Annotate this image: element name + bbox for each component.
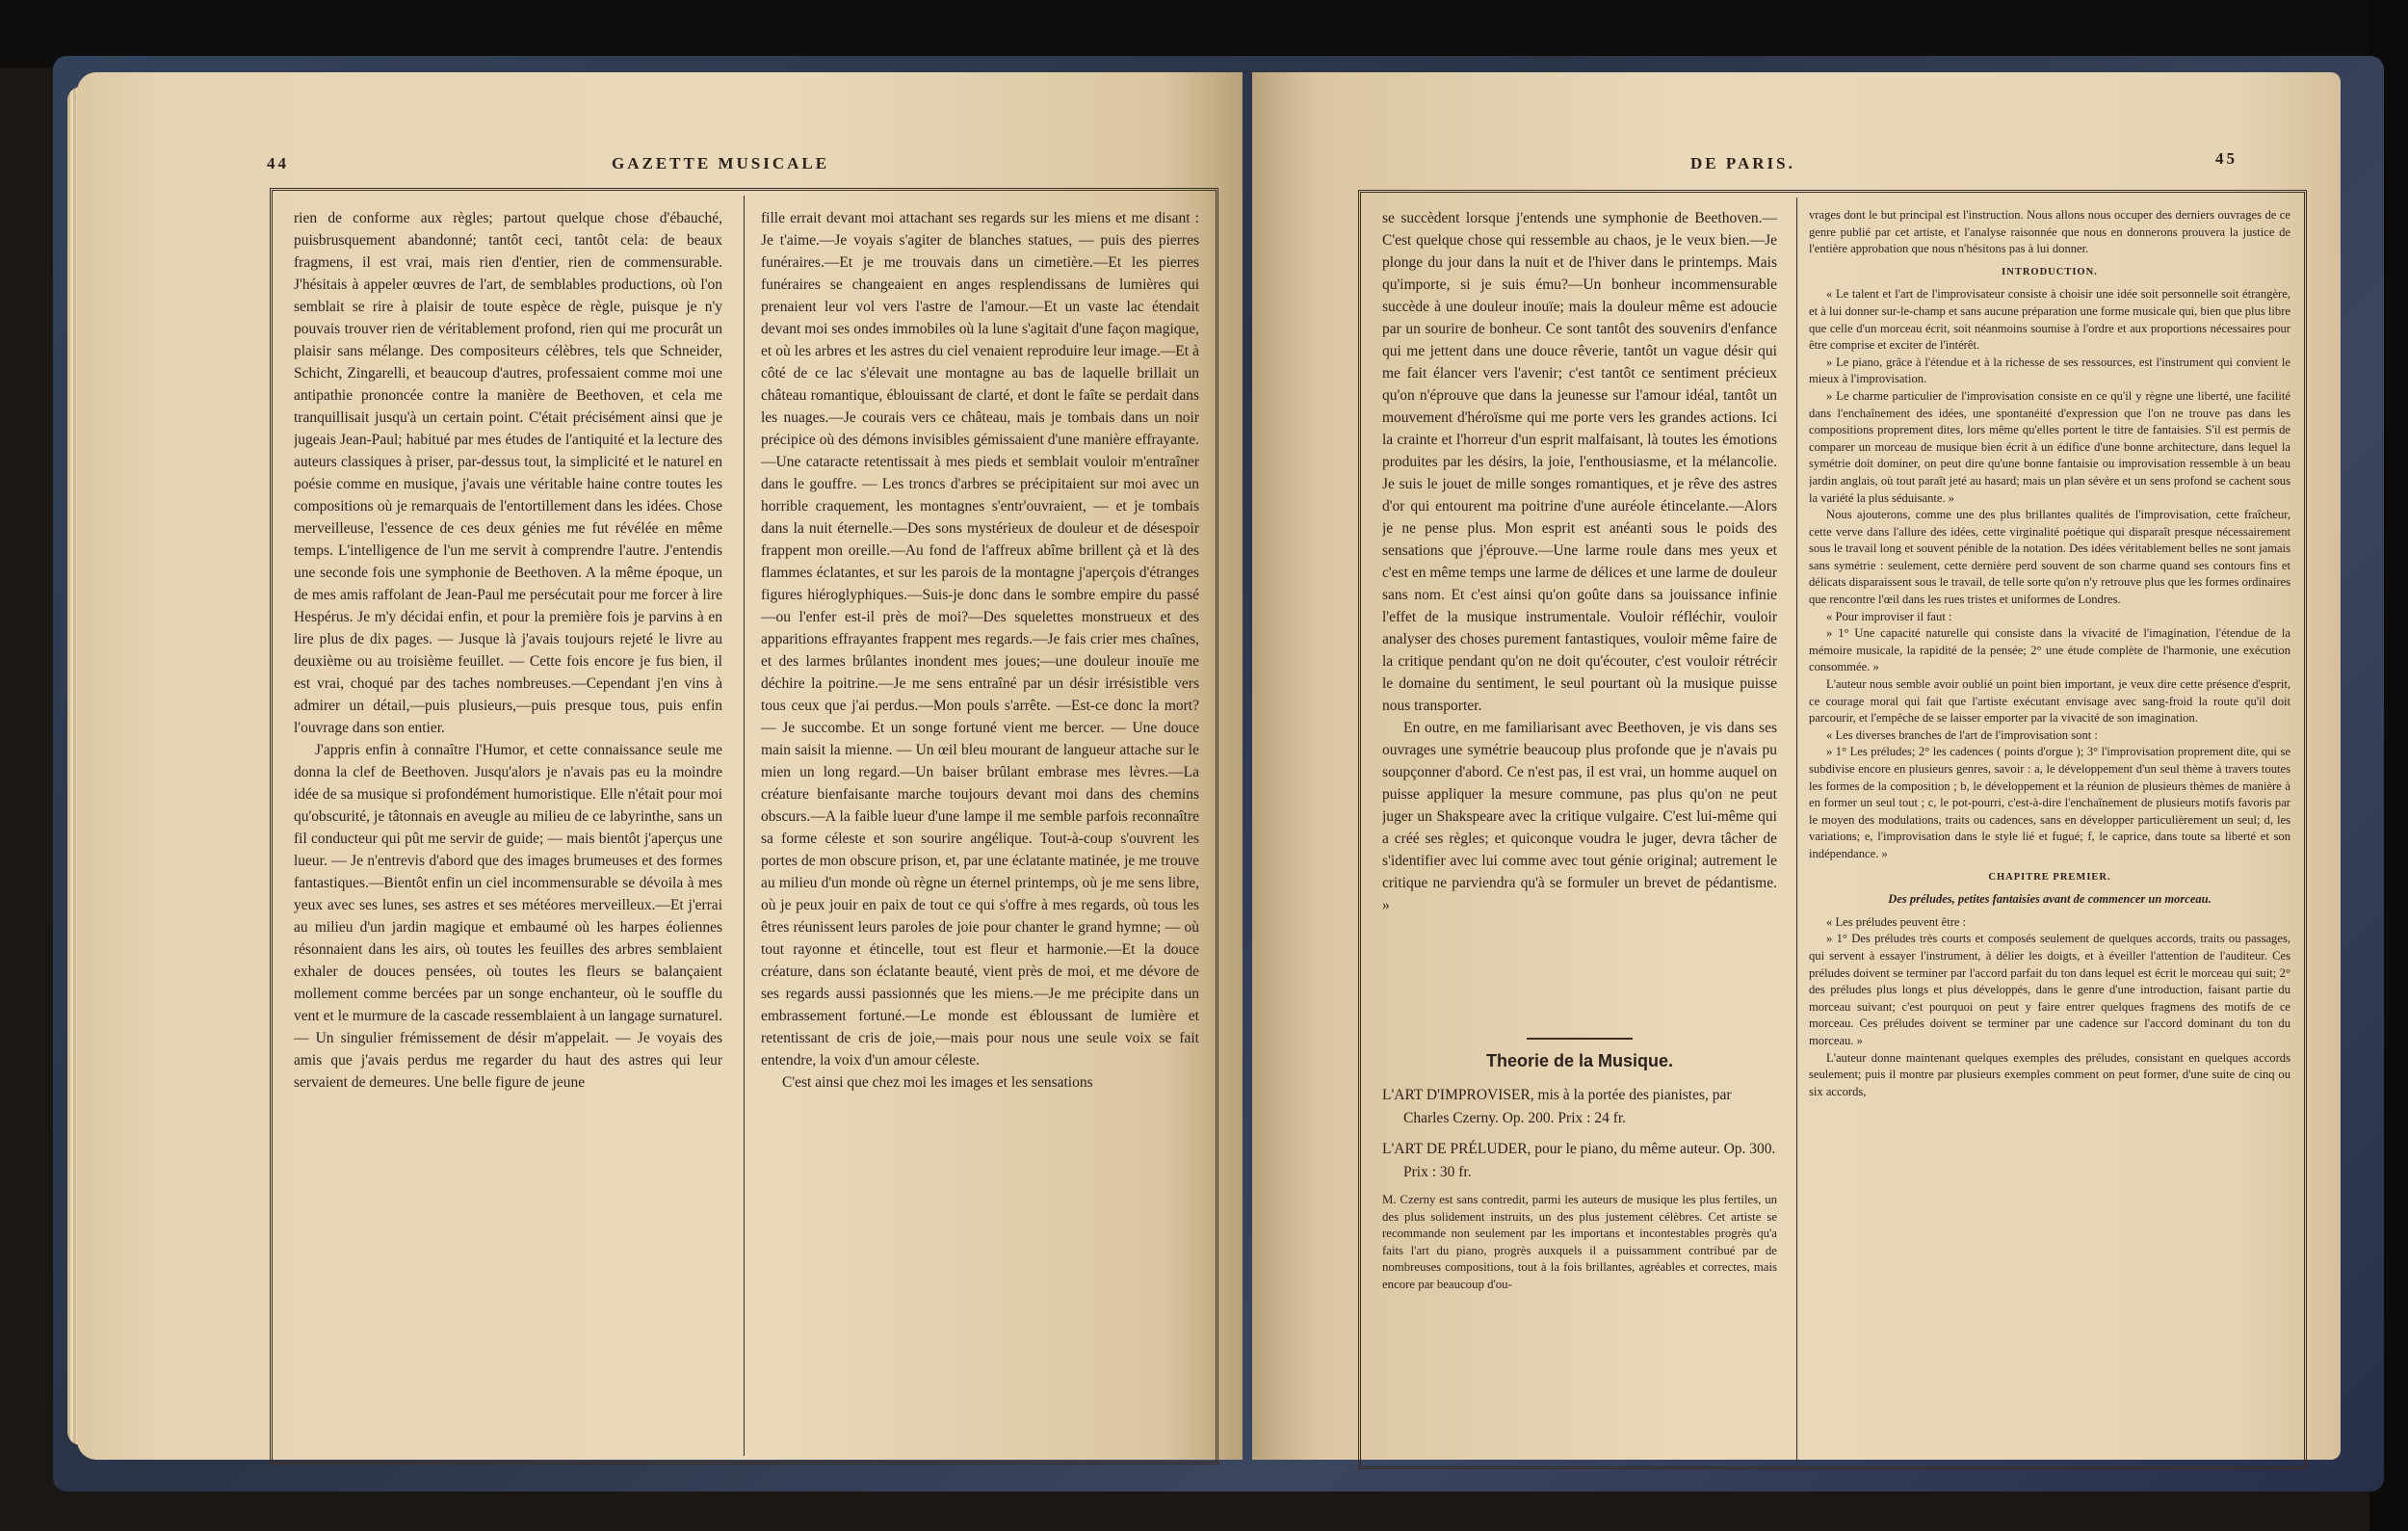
book-entry: L'ART DE PRÉLUDER, pour le piano, du même auteur. Op. 300. Prix : 30 fr. [1382,1141,1776,1180]
review-intro: M. Czerny est sans contredit, parmi les auteurs de musique les plus fertiles, un des plus solidement instruits, un des plus justement célèbres. Cet artiste se recommande non seulement par les importans et incontestables progrès qu'a faits l'art du piano, progrès auxquels il a puissamment contribué par de nombreuses compositions, tout à la fois brillantes, agréables et correctes, mais encore par beaucoup d'ou- [1382,1193,1777,1291]
paragraph: » 1° Les préludes; 2° les cadences ( points d'orgue ); 3° l'improvisation proprement dite, qui se subdivise encore en plusieurs genres, savoir : a, le développement d'un seul thème à travers toutes les formes de la composition ; b, le développement et la réunion de plusieurs thèmes de manière à en former un seul tout ; c, le pot-pourri, c'est-à-dire l'enchaînement de plusieurs motifs favoris par le moyen des modulations, traits ou cadences, sans en développer particulièrement un seul; d, les variations; e, l'improvisation dans le style lié et fugué; f, le caprice, dans toute sa liberté et son indépendance. » [1809,745,2290,860]
paragraph: rien de conforme aux règles; partout quelque chose d'ébauché, puisbrusquement abandonné; tantôt ceci, tantôt cela: de beaux fragmens, il est vrai, mais rien d'entier, rien de commensurable. J'hésitais à appeler œuvres de l'art, de semblables productions, où l'on semblait se rire à plaisir de toute espèce de règle, puisque je n'y pouvais trouver rien de véritablement profond, rien qui me procurât un plaisir sans mélange. Des compositeurs célèbres, tels que Schneider, Schicht, Zingarelli, et beaucoup d'autres, professaient comme moi une antipathie prononcée contre la manière de Beethoven, et cela me tranquillisait jusqu'à un certain point. C'était précisément ainsi que je jugeais Jean-Paul; habitué par mes études de l'antiquité et la lecture des auteurs classiques à priser, par-dessus tout, la simplicité et le naturel en poésie comme en musique, j'avais une véritable haine contre toutes les compositions où je remarquais de l'entortillement dans les idées. Chose merveilleuse, l'essence de ces deux génies me fut révélée en même temps. L'intelligence de l'un me servit à comprendre l'autre. J'entendis une seconde fois une symphonie de Beethoven. A la même époque, un de mes amis raffolant de Jean-Paul me persécutait pour me forcer à lire Hespérus. Je m'y décidai enfin, et pour la première fois je parvins à en lire plus de dix pages. — Jusque là j'avais toujours rejeté le livre au deuxième ou au troisième feuillet. — Cette fois encore je fus bien, il est vrai, choqué par des taches nombreuses.—Cependant j'en vins à admirer un détail,—puis plusieurs,—puis presque tous, puis enfin l'ouvrage dans son entier. [294,210,722,736]
running-header-left: GAZETTE MUSICALE [612,154,830,172]
column-rule-right [1796,198,1797,1462]
paragraph: » 1° Une capacité naturelle qui consiste dans la vivacité de l'imagination, l'étendue de la mémoire musicale, la rapidité de la pensée; 2° une étude complète de l'harmonie, une exécution consommée. » [1809,626,2290,674]
paragraph: fille errait devant moi attachant ses regards sur les miens et me disant : Je t'aime.—Je voyais s'agiter de blanches statues, — puis des pierres funéraires.—Et je me trouvais dans un cimetière.—Et les pierres funéraires se changeaient en anges resplendissans de lumières qui prenaient leur vol vers l'astre de l'amour.—Et un vaste lac étendait devant moi ses ondes immobiles où la lune s'agitait d'une façon magique, et où les arbres et les astres du ciel venaient reproduire leur image.—Et à côté de ce lac s'élevait une montagne au bas de laquelle brillait un château romantique, éblouissant de clarté, et dont le faîte se perdait dans les nuages.—Je courais vers ce château, mais je tombais dans un noir précipice où des démons invisibles gémissaient d'une manière effrayante.—Une cataracte retentissait à mes pieds et semblait vouloir m'entraîner dans le gouffre. — Les troncs d'arbres se précipitaient sur moi avec un horrible craquement, les montagnes s'entr'ouvraient, — et je tombais dans la nuit éternelle.—Des sons mystérieux de douleur et de désespoir frappent mon oreille.—Au fond de l'affreux abîme brillent çà et là des flammes éclatantes, et sur les parois de la montagne j'aperçois d'étranges figures hiéroglyphiques.—Suis-je donc dans le sombre empire du passé —ou l'enfer est-il près de moi?—Des squelettes monstrueux et des apparitions effrayantes frappent mes regards.—Je fais crier mes chaînes, et des larmes brûlantes inondent mes joues;—une douleur inouïe me déchire la poitrine.—Je me sens entraîné par un désir irrésistible vers tous ceux que j'ai perdus.—Mon pouls s'arrête. —Est-ce donc la mort? — Je succombe. Et un songe fortuné vient me bercer. — Une douce main saisit la mienne. — Un œil bleu mourant de langueur attache sur le mien un long regard.—Un baiser brûlant embrase mes lèvres.—La créature bienfaisante marche toujours devant moi dans des chemins obscurs.—A la faible lueur d'une lampe il me semble parfois reconnaître sa forme céleste et son sourire angélique. Tout-à-coup s'ouvrent les portes de mon obscure prison, et, par une éclatante matinée, je me trouve au milieu d'un monde où règne un éternel printemps, où je me sens libre, où je peux jouir en paix de tout ce qui s'offre à mes regards, où tous les êtres réunissent leurs paroles de joie pour chanter le grand hymne; — où tout rayonne et étincelle, tout est fleur et harmonie.—Et la douce créature, dans son éclatante beauté, vient près de moi, et me dévore de ses regards aussi passionnés que les miens.—Je me précipite dans un embrassement fortuné.—Le monde est ébloussant de lumière et retentissant de cris de joie,—mais pour nous une seule voix se fait entendre, la voix d'un amour céleste. [761,210,1199,1069]
right-column-2 [1809,207,2290,1455]
paragraph: Nous ajouterons, comme une des plus brillantes qualités de l'improvisation, cette fraîcheur, cette verve dans l'allure des idées, cette virginalité poétique qui disparaît presque nécessairement sous le travail long et souvent pénible de la notation. Des idées véritablement belles ne sont jamais sans symétrie : seulement, cette dernière perd souvent de son charme quand ses contours fins et délicats disparaissent sous le travail, de telle sorte qu'on n'y retrouve plus que les formes ordinaires que rencontre l'œil dans les rues tristes et uniformes de Londres. [1809,508,2290,607]
page-number-right: 45 [2215,149,2238,168]
paragraph: C'est ainsi que chez moi les images et les sensations [782,1074,1093,1091]
paragraph: J'appris enfin à connaître l'Humor, et cette connaissance seule me donna la clef de Beethoven. Jusqu'alors je n'avais pas eu la moindre idée de sa musique si profondément humoristique. Elle n'était pour moi qu'obscurité, je tâtonnais en aveugle au milieu de ce labyrinthe, sans un fil conducteur qui pût me servir de guide; — mais bientôt j'aperçus une lueur. — Je n'entrevis d'abord que des images brumeuses et des formes fantastiques.—Bientôt enfin un ciel incommensurable se dévoila à mes yeux avec ses lunes, ses astres et ses météores merveilleux.—Et j'errai au milieu d'un jardin magique et embaumé où les harpes éoliennes résonnaient dans les airs, où toutes les feuilles des arbres semblaient exhaler de douces pensées, où toutes les fleurs se balançaient mollement comme bercées par un songe enchanteur, où le souffle du vent et le murmure de la cascade ressemblaient à un langage surnaturel. — Un singulier frémissement de désir m'appelait. — Je voyais des amis que j'avais perdus me regarder du haut des astres qui leur servaient de demeures. Une belle figure de jeune [294,742,722,1091]
paragraph: « Pour improviser il faut : [1826,609,1952,623]
paragraph: » Le piano, grâce à l'étendue et à la richesse de ses ressources, est l'instrument qui convient le mieux à l'improvisation. [1809,355,2290,386]
left-column-1 [294,207,722,1450]
paragraph: vrages dont le but principal est l'instruction. Nous allons nous occuper des derniers ouvrages de ce genre publié par cet artiste, et l'analyse raisonnée que nous en donnerons prouvera la justice de l'entière approbation que nous n'hésitons pas à lui donner. [1809,208,2290,256]
running-header-right: DE PARIS. [1690,154,1795,172]
paragraph: En outre, en me familiarisant avec Beethoven, je vis dans ses ouvrages une symétrie beaucoup plus profonde que je n'avais pu soupçonner d'abord. Ce n'est pas, il est vrai, un homme auquel on puisse appliquer la mesure commune, pas plus qu'on ne peut juger un Shakspeare avec la critique vulgaire. C'est lui-même qui a créé ses règles; et quiconque voudra le juger, devra tâcher de s'identifier avec lui comme avec tout génie original; autrement le critique ne parviendra qu'à se formuler un brevet de pédantisme. » [1382,720,1777,913]
paragraph: L'auteur donne maintenant quelques exemples des préludes, consistant en quelques accords seulement; puis il montre par plusieurs exemples comment on peut former, d'une suite de cinq ou six accords, [1809,1050,2290,1098]
paragraph: L'auteur nous semble avoir oublié un point bien important, je veux dire cette présence d'esprit, ce courage moral qui fait que l'artiste exécutant envisage avec sang-froid la route qu'il doit parcourir, et l'empêche de se laisser emporter par la vivacité de son imagination. [1809,677,2290,726]
section-heading: CHAPITRE PREMIER. [1988,871,2111,883]
section-divider [1527,1038,1633,1040]
book-entry: L'ART D'IMPROVISER, mis à la portée des pianistes, par Charles Czerny. Op. 200. Prix : 24 fr. [1382,1087,1732,1126]
left-column-2 [761,207,1199,1450]
right-page [1252,72,2341,1460]
paragraph: se succèdent lorsque j'entends une symphonie de Beethoven.—C'est quelque chose qui ressemble au chaos, je le veux bien.—Je plonge du jour dans la nuit et de l'hiver dans le printemps. Mais qu'importe, si je suis ému?—Un bonheur incommensurable succède à une douleur inouïe; mais la douleur même est adoucie par un sourire de bonheur. Ce sont tantôt des souvenirs d'enfance qui me jettent dans une douce rêverie, tantôt un vague désir qui me fait élancer vers l'avenir; c'est tantôt ce sentiment précieux qu'on n'éprouve que dans la jeunesse sur l'amour idéal, tantôt un mouvement d'héroïsme qui me porte vers les grandes actions. Ici la crainte et l'horreur d'un esprit malfaisant, là toutes les émotions produites par les désirs, la joie, l'enthousiasme, et la mélancolie. Je suis le jouet de mille songes romantiques, et je rêve des astres d'or qui entourent ma poitrine d'une auréole étincelante.—Alors je ne pense plus. Mon esprit est anéanti sous le poids des sensations que j'éprouve.—Une larme roule dans mes yeux et c'est en même temps une larme de délices et une larme de douleur sans nom. Et c'est ainsi qu'on goûte dans sa jouissance infinie l'effet de la musique instrumentale. Vouloir réfléchir, vouloir analyser des choses purement fantastiques, vouloir même faire de la critique pendant qu'on ne doit qu'écouter, c'est vouloir rétrécir le domaine du sentiment, le seul pourtant où la musique puisse nous transporter. [1382,210,1777,714]
paragraph: » 1° Des préludes très courts et composés seulement de quelques accords, traits ou passages, qui servent à essayer l'instrument, à délier les doigts, et à éveiller l'attention de l'auditeur. Ces préludes doivent se terminer par l'accord parfait du ton dans lequel est écrit le morceau qui suit; 2° des préludes plus longs et plus développés, dans le genre d'une introduction, faisant partie du morceau suivant; c'est pourquoi on peut y faire entrer quelques fragmens des motifs de ce morceau. Ces préludes doivent se terminer par une cadence sur l'accord dominant du ton du morceau. » [1809,932,2290,1047]
paragraph: « Les diverses branches de l'art de l'improvisation sont : [1826,727,2098,742]
page-number-left: 44 [267,154,289,172]
section-subheading: Des préludes, petites fantaisies avant de commencer un morceau. [1888,892,2212,907]
section-title: Theorie de la Musique. [1485,1051,1674,1070]
paragraph: « Les préludes peuvent être : [1826,914,1967,929]
paragraph: « Le talent et l'art de l'improvisateur consiste à choisir une idée soit personnelle soit étrangère, et à lui donner sur-le-champ et sans aucune préparation une forme musicale qui, bien que plus libre que celle d'un morceau écrit, soit néanmoins soumise à l'ordre et aux proportions nécessaires pour être comprise et exciter de l'intérêt. [1809,287,2290,353]
left-page [77,72,1243,1460]
section-heading: INTRODUCTION. [2002,266,2098,277]
column-rule-left [744,196,745,1456]
right-column-1 [1382,207,1777,1031]
paragraph: » Le charme particulier de l'improvisation consiste en ce qu'il y règne une liberté, une facilité dans l'enchaînement des idées, une spontanéité d'expression que l'on ne trouve pas dans les compositions proprement dites, lors même qu'elles portent le titre de fantaisies. S'il est permis de comparer un morceau de musique bien écrit à un édifice d'une bonne architecture, dans lequel la symétrie doit dominer, on peut dire qu'une bonne fantaisie ou improvisation ressemble à un beau jardin anglais, où tout paraît jeté au hasard; mais un plan sévère et un sens profond se cachent sous la variété la plus séduisante. » [1809,388,2290,505]
theory-section [1382,1038,1777,1293]
